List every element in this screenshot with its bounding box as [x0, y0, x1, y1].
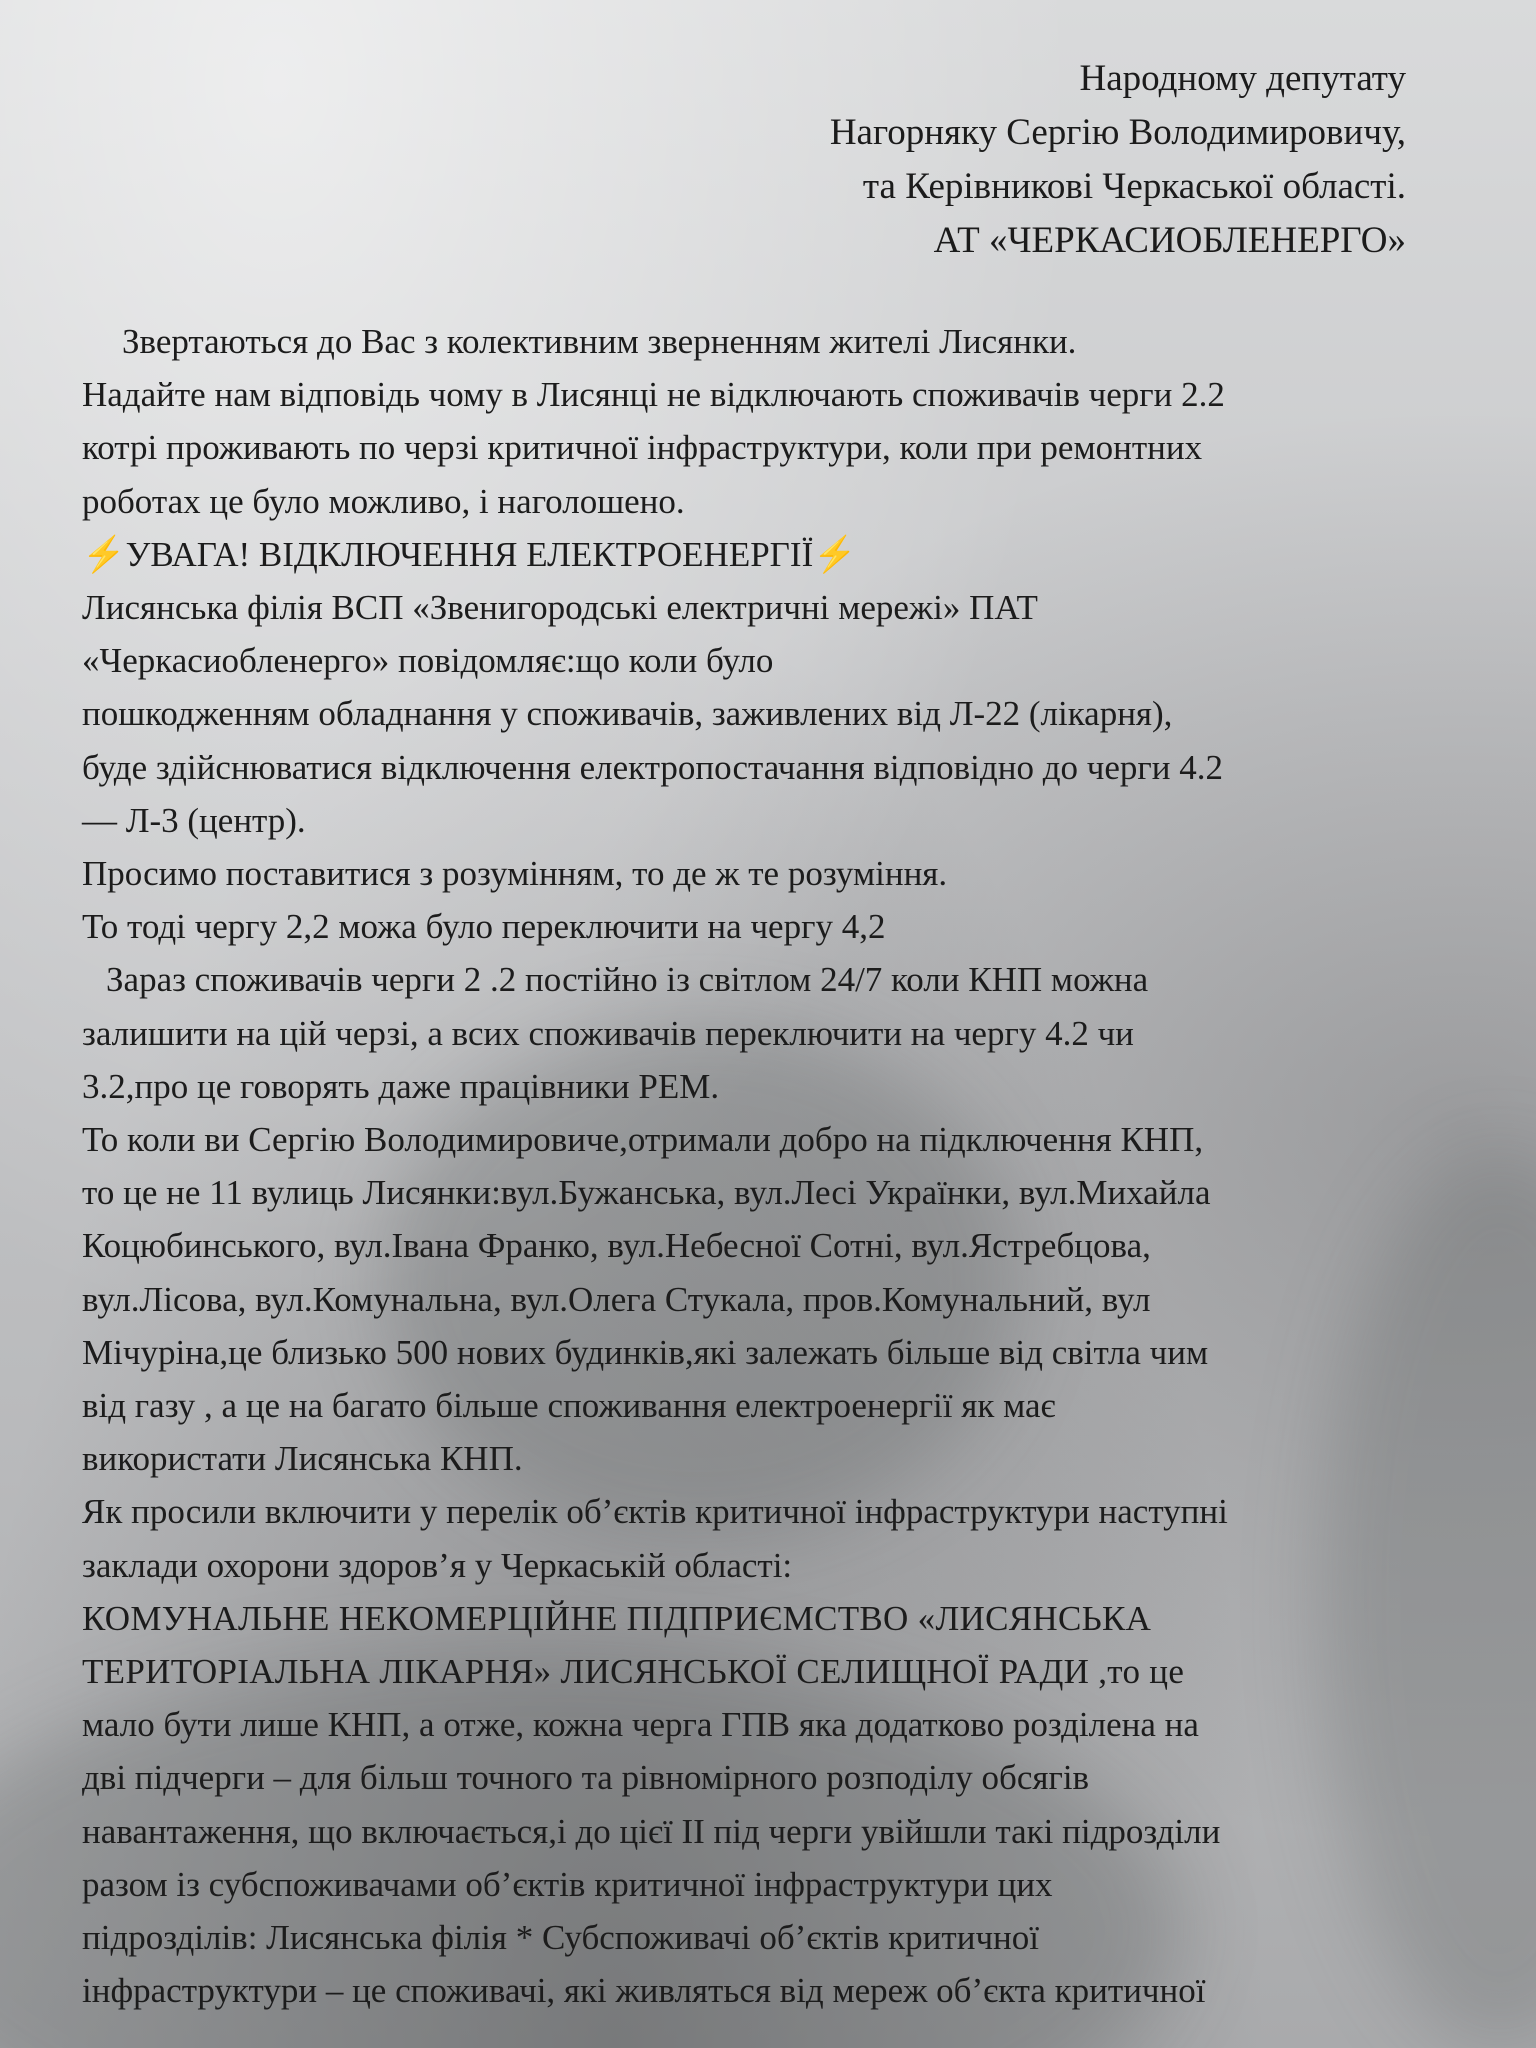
body-line-25: КОМУНАЛЬНЕ НЕКОМЕРЦІЙНЕ ПІДПРИЄМСТВО «ЛИСЯНСЬКА [82, 1598, 1152, 1638]
body-line-18: Коцюбинського, вул.Івана Франко, вул.Небесної Сотні, вул.Ястребцова, [82, 1226, 1151, 1266]
body-line-11: Просимо поставитися з розумінням, то де ж те розуміння. [82, 854, 948, 894]
body-line-31: підрозділів: Лисянська філія * Субспоживачі об’єктів критичної [82, 1918, 1039, 1958]
body-line-1: Звертаються до Вас з колективним зверненням жителі Лисянки. [122, 322, 1077, 361]
body-line-29: навантаження, що включається,і до цієї ІІ під черги увійшли такі підрозділи [82, 1811, 1221, 1851]
body-line-14: залишити на цій черзі, а всих споживачів переключити на чергу 4.2 чи [82, 1013, 1134, 1053]
addressee-line-2: Нагорняку Сергію Володимировичу, [829, 112, 1406, 153]
body-line-17: то це не 11 вулиць Лисянки:вул.Бужанська, вул.Лесі Українки, вул.Михайла [82, 1173, 1211, 1213]
body-line-8: пошкодженням обладнання у споживачів, заживлених від Л-22 (лікарня), [82, 694, 1173, 734]
body-line-10: — Л-3 (центр). [82, 800, 306, 840]
body-line-12: То тоді чергу 2,2 можа було переключити на чергу 4,2 [82, 907, 886, 947]
addressee-line-1: Народному депутату [1079, 58, 1406, 99]
body-line-16: То коли ви Сергію Володимировиче,отримали добро на підключення КНП, [82, 1120, 1204, 1160]
body-line-20: Мічуріна,це близько 500 нових будинків,які залежать більше від світла чим [82, 1332, 1209, 1372]
body-line-22: використати Лисянська КНП. [82, 1439, 523, 1479]
addressee-line-3: та Керівникові Черкаської області. [862, 166, 1406, 207]
body-line-32: інфраструктури – це споживачі, які живляться від мереж об’єкта критичної [82, 1971, 1206, 2011]
body-line-15: 3.2,про це говорять даже працівники РЕМ. [82, 1066, 720, 1106]
body-line-3: котрі проживають по черзі критичної інфраструктури, коли при ремонтних [82, 428, 1203, 468]
body-line-28: дві підчерги – для більш точного та рівномірного розподілу обсягів [82, 1758, 1090, 1798]
body-line-19: вул.Лісова, вул.Комунальна, вул.Олега Стукала, пров.Комунальний, вул [82, 1279, 1151, 1319]
addressee-block [830, 52, 1406, 268]
body-line-27: мало бути лише КНП, а отже, кожна черга ГПВ яка додатково розділена на [82, 1705, 1199, 1745]
letter-body [82, 315, 1502, 2018]
addressee-line-4: АТ «ЧЕРКАСИОБЛЕНЕРГО» [933, 220, 1406, 261]
body-line-26: ТЕРИТОРІАЛЬНА ЛІКАРНЯ» ЛИСЯНСЬКОЇ СЕЛИЩНОЇ РАДИ ,то це [82, 1652, 1185, 1692]
body-line-21: від газу , а це на багато більше споживання електроенергії як має [82, 1386, 1056, 1426]
body-line-23: Як просили включити у перелік об’єктів критичної інфраструктури наступні [82, 1492, 1228, 1532]
body-line-6: Лисянська філія ВСП «Звенигородські електричні мережі» ПАТ [82, 588, 1038, 628]
body-line-9: буде здійснюватися відключення електропостачання відповідно до черги 4.2 [82, 747, 1223, 787]
warning-heading: ⚡УВАГА! ВІДКЛЮЧЕННЯ ЕЛЕКТРОЕНЕРГІЇ⚡ [82, 534, 857, 574]
body-line-7: «Черкасиобленерго» повідомляє:що коли було [82, 641, 774, 681]
body-line-30: разом із субспоживачами об’єктів критичної інфраструктури цих [82, 1864, 1053, 1904]
body-line-24: заклади охорони здоров’я у Черкаській області: [82, 1545, 793, 1585]
body-line-13: Зараз споживачів черги 2 .2 постійно із світлом 24/7 коли КНП можна [106, 960, 1149, 1000]
body-line-2: Надайте нам відповідь чому в Лисянці не відключають споживачів черги 2.2 [82, 375, 1225, 415]
body-line-4: роботах це було можливо, і наголошено. [82, 481, 685, 521]
